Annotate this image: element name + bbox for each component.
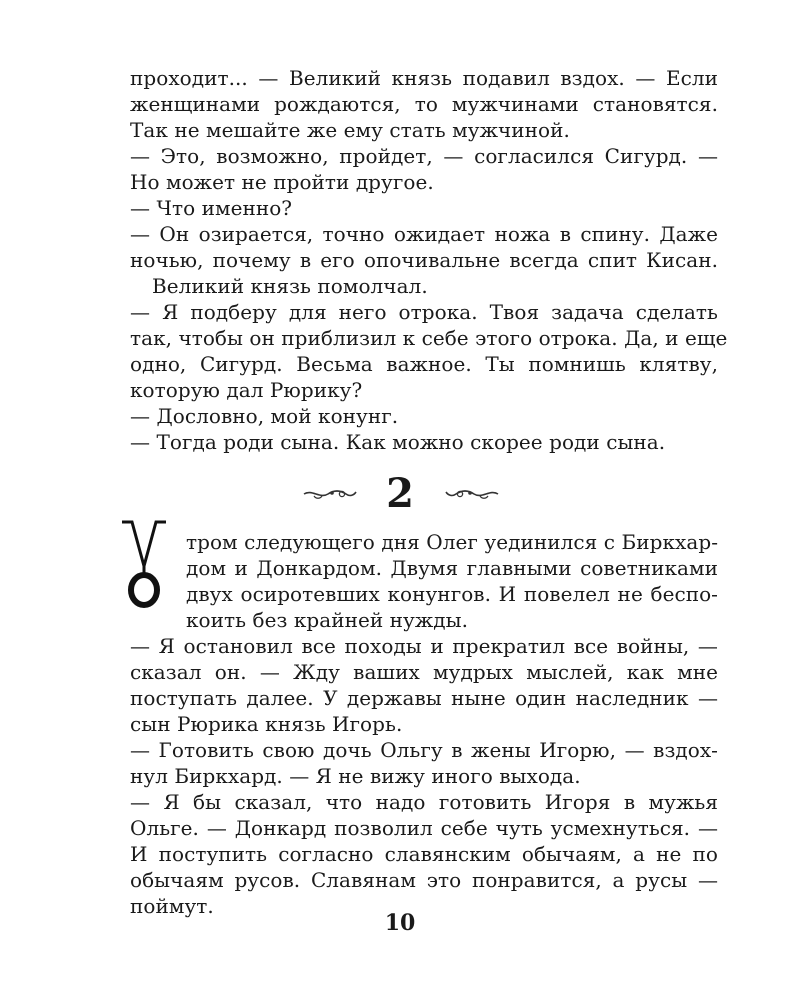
text-line: — Это, возможно, пройдет, — согласился Сигурд. — (130, 144, 718, 168)
text-line: — Я бы сказал, что надо готовить Игоря в мужья (130, 790, 718, 814)
text-line: Великий князь помолчал. (152, 274, 428, 298)
chapter-number: 2 (386, 470, 414, 517)
text-line: обычаям русов. Славянам это понравится, а русы — (130, 868, 718, 892)
text-line: нул Биркхард. — Я не вижу иного выхода. (130, 764, 581, 788)
text-line: сказал он. — Жду ваших мудрых мыслей, как мне (130, 660, 718, 684)
text-line: Ольге. — Донкард позволил себе чуть усмехнуться. — (130, 816, 718, 840)
text-line: двух осиротевших конунгов. И повелел не беспо- (186, 582, 718, 606)
text-line: коить без крайней нужды. (186, 608, 469, 632)
text-line: ночью, почему в его опочивальне всегда спит Кисан. (130, 248, 718, 272)
text-line: Но может не пройти другое. (130, 170, 434, 194)
text-line: — Я остановил все походы и прекратил все войны, — (130, 634, 718, 658)
page-number: 10 (384, 910, 416, 936)
text-line: так, чтобы он приблизил к себе этого отрока. Да, и еще (130, 326, 728, 350)
text-line: — Он озирается, точно ожидает ножа в спину. Даже (130, 222, 718, 246)
text-line: И поступить согласно славянским обычаям, а не по (130, 842, 718, 866)
text-line: поступать далее. У державы ныне один наследник — (130, 686, 718, 710)
text-line: — Что именно? (130, 196, 293, 220)
text-line: Так не мешайте же ему стать мужчиной. (130, 118, 570, 142)
chapter-heading (0, 470, 800, 520)
text-line: которую дал Рюрику? (130, 378, 363, 402)
text-line: — Дословно, мой конунг. (130, 404, 399, 428)
text-line: тром следующего дня Олег уединился с Биркхар- (186, 530, 718, 554)
svg-text:У: У (143, 516, 144, 517)
ornament-right-icon (444, 486, 500, 502)
text-line: — Я подберу для него отрока. Твоя задача сделать (130, 300, 718, 324)
text-line: одно, Сигурд. Весьма важное. Ты помнишь клятву, (130, 352, 718, 376)
text-line: женщинами рождаются, то мужчинами становятся. (130, 92, 718, 116)
drop-cap (116, 516, 170, 608)
text-line: поймут. (130, 894, 214, 918)
text-line: дом и Донкардом. Двумя главными советниками (186, 556, 718, 580)
text-line: сын Рюрика князь Игорь. (130, 712, 403, 736)
text-line: — Тогда роди сына. Как можно скорее роди сына. (130, 430, 666, 454)
text-line: — Готовить свою дочь Ольгу в жены Игорю, — вздох- (130, 738, 718, 762)
text-line: проходит... — Великий князь подавил вздох. — Если (130, 66, 718, 90)
